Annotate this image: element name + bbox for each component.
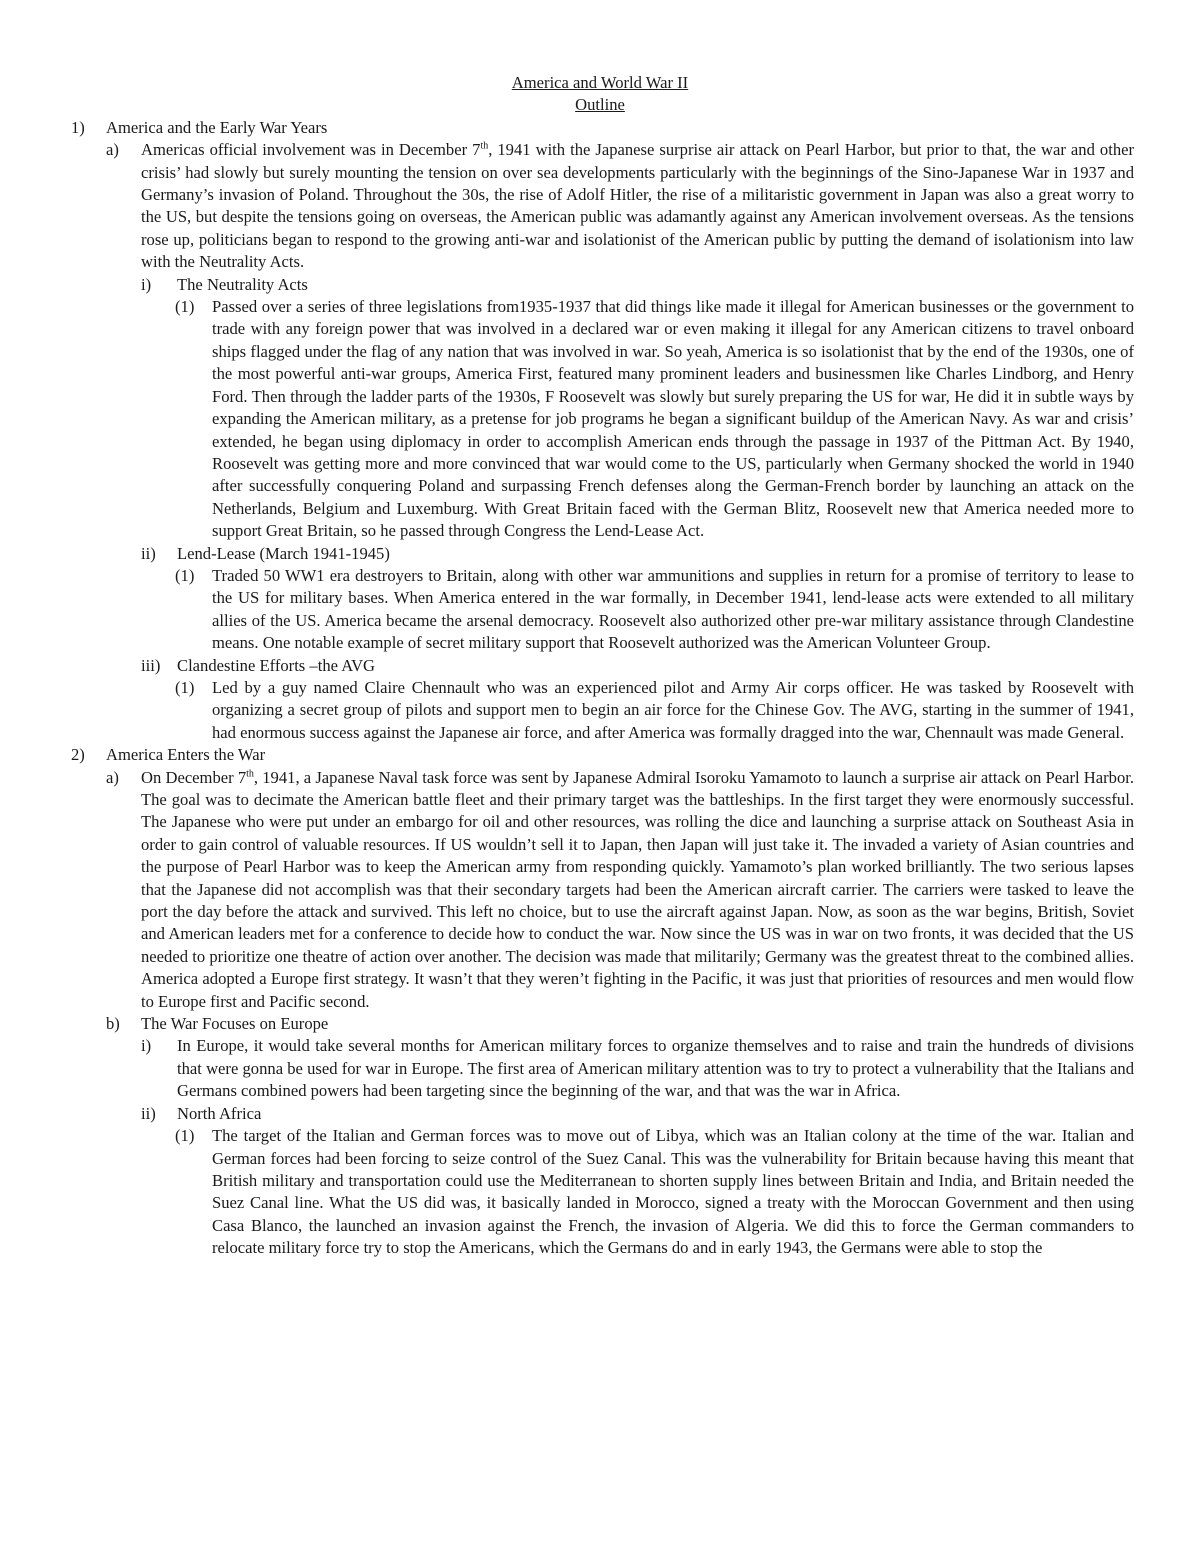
section-2b-ii-1	[0, 1125, 1200, 1259]
section-1a-text	[141, 139, 1134, 273]
document-subtitle: Outline	[575, 95, 625, 115]
section-1a-ii-heading: Lend-Lease (March 1941-1945)	[177, 543, 390, 563]
section-2a-text-part2: , 1941, a Japanese Naval task force was sent by Japanese Admiral Isoroku Yamamoto to launch a surprise air attack on Pearl Harbor. The goal was to decimate the American battle fleet and their primary target was the battleships. In the first target they were enormously successful. The Japanese who were put under an embargo for oil and other resources, was rolling the dice and launching a surprise attack on Southeast Asia in order to gain control of valuable resources. If US wouldn’t sell it to Japan, then Japan will just take it. The invaded a variety of Asian countries and the purpose of Pearl Harbor was to keep the American army from responding quickly. Yamamoto’s plan worked brilliantly. The two serious lapses that the Japanese did not accomplish was that their secondary targets had been the American aircraft carrier. The carriers were tasked to leave the port the day before the attack and survived. This left no choice, but to use the aircraft against Japan. Now, as soon as the war begins, British, Soviet and American leaders met for a conference to decide how to conduct the war. Now since the US was in war on two fronts, it was decided that the US needed to prioritize one theatre of action over another. The decision was made that militarily; Germany was the greatest threat to the combined allies. America adopted a Europe first strategy. It wasn’t that they weren’t fighting in the Pacific, it was just that priorities of resources and men would flow to Europe first and Pacific second.	[141, 767, 1134, 1011]
section-2b-ii-heading: North Africa	[177, 1103, 262, 1123]
document-title: America and World War II	[511, 73, 689, 92]
section-1a-ii-1-text: Traded 50 WW1 era destroyers to Britain, along with other war ammunitions and supplies in return for a promise of territory to lease to the US for military bases. When America entered in the war formally, in December 1941, lend-lease acts were extended to all military allies of the US. America became the arsenal democracy. Roosevelt also authorized other pre-war military assistance through Clandestine means. One notable example of secret military support that Roosevelt authorized was the American Volunteer Group.	[212, 565, 1134, 653]
section-2b-ii	[0, 1103, 1200, 1125]
section-2-heading: America Enters the War	[106, 745, 266, 765]
section-1-number: 1)	[71, 117, 85, 137]
section-1a-i-1	[0, 296, 1200, 542]
section-1a-ii-1-marker: (1)	[175, 565, 195, 585]
section-2b-i	[0, 1035, 1200, 1102]
section-2b	[0, 1013, 1200, 1035]
section-2b-marker: b)	[106, 1014, 120, 1034]
section-2a	[0, 767, 1200, 1013]
section-2a-marker: a)	[106, 767, 119, 787]
section-2	[0, 744, 1200, 766]
section-2b-ii-1-marker: (1)	[175, 1126, 195, 1146]
section-2b-i-marker: i)	[141, 1036, 152, 1056]
ordinal-superscript: th	[480, 140, 489, 152]
section-1a-iii-heading: Clandestine Efforts –the AVG	[177, 655, 376, 675]
section-1a-ii	[0, 543, 1200, 565]
section-2b-ii-1-text: The target of the Italian and German forces was to move out of Libya, which was an Italian colony at the time of the war. Italian and German forces had been forcing to seize control of the Suez Canal. This was the vulnerability for Britain because having this meant that British military and transportation could use the Mediterranean to shorten supply lines between Britain and India, and Britain needed the Suez Canal line. What the US did was, it basically landed in Morocco, signed a treaty with the Moroccan Government and then using Casa Blanco, the launched an invasion against the French, the invasion of Algeria. We did this to force the German commanders to relocate military force try to stop the Americans, which the Germans do and in early 1943, the Germans were able to stop the	[212, 1126, 1134, 1258]
section-1a-iii-1-text: Led by a guy named Claire Chennault who was an experienced pilot and Army Air corps officer. He was tasked by Roosevelt with organizing a secret group of pilots and support men to begin an air force for the Chinese Gov. The AVG, starting in the summer of 1941, had enormous success against the Japanese air force, and after America was formally dragged into the war, Chennault was made General.	[212, 677, 1134, 742]
section-2a-text	[141, 767, 1134, 1013]
section-1a-iii-1-marker: (1)	[175, 677, 195, 697]
section-1a-marker: a)	[106, 140, 119, 160]
section-1a-iii	[0, 655, 1200, 677]
section-1a-i-1-text: Passed over a series of three legislations from1935-1937 that did things like made it illegal for American businesses or the government to trade with any foreign power that was involved in a declared war or even making it illegal for any American citizens to travel onboard ships flagged under the flag of any nation that was involved in war. So yeah, America is so isolationist that by the end of the 1930s, one of the most powerful anti-war groups, America First, featured many prominent leaders and businessmen like Charles Lindborg, and Henry Ford. Then through the ladder parts of the 1930s, F Roosevelt was slowly but surely preparing the US for war, He did it in subtle ways by expanding the American military, as a pretense for job programs he began a significant buildup of the American Navy. As war and crisis’ extended, he began using diplomacy in order to accomplish American ends through the passage in 1937 of the Pittman Act. By 1940, Roosevelt was getting more and more convinced that war would come to the US, particularly when Germany shocked the world in 1940 after successfully conquering Poland and surpassing French defenses along the German-French border by launching an attack on the Netherlands, Belgium and Luxemburg. With Great Britain faced with the German Blitz, Roosevelt new that America needed more to support Great Britain, so he passed through Congress the Lend-Lease Act.	[212, 297, 1134, 541]
section-1a-ii-1	[0, 565, 1200, 655]
ordinal-superscript: th	[246, 768, 254, 780]
section-1a-i-heading: The Neutrality Acts	[177, 274, 308, 294]
section-2b-ii-marker: ii)	[141, 1103, 156, 1123]
section-1a-i-marker: i)	[141, 274, 152, 294]
section-1	[0, 117, 1200, 139]
section-1-heading: America and the Early War Years	[106, 117, 328, 137]
section-1a-text-part2: , 1941 with the Japanese surprise air attack on Pearl Harbor, but prior to that, the war and other crisis’ had slowly but surely mounting the tension on over sea developments particularly with the beginnings of the Sino-Japanese War in 1937 and Germany’s invasion of Poland. Throughout the 30s, the rise of Adolf Hitler, the rise of a militaristic government in Japan was also a great worry to the US, but despite the tensions going on overseas, the American public was adamantly against any American involvement overseas. As the tensions rose up, politicians began to respond to the growing anti-war and isolationist of the American public by putting the demand of isolationism into law with the Neutrality Acts.	[141, 140, 1135, 272]
section-1a-text-part1: Americas official involvement was in December 7	[141, 140, 481, 160]
section-2a-text-part1: On December 7	[141, 767, 247, 787]
section-2b-heading: The War Focuses on Europe	[141, 1014, 329, 1034]
section-1a	[0, 139, 1200, 273]
section-1a-i-1-marker: (1)	[175, 297, 195, 317]
section-2-number: 2)	[71, 745, 85, 765]
section-1a-iii-1	[0, 677, 1200, 744]
section-1a-ii-marker: ii)	[141, 543, 156, 563]
section-1a-i	[0, 274, 1200, 296]
section-1a-iii-marker: iii)	[141, 655, 161, 675]
section-2b-i-text: In Europe, it would take several months for American military forces to organize themselves and to raise and train the hundreds of divisions that were gonna be used for war in Europe. The first area of American military attention was to try to protect a vulnerability that the Italians and Germans combined powers had been targeting since the beginning of the war, and that was the war in Africa.	[177, 1036, 1134, 1101]
document-page	[0, 72, 1200, 1260]
